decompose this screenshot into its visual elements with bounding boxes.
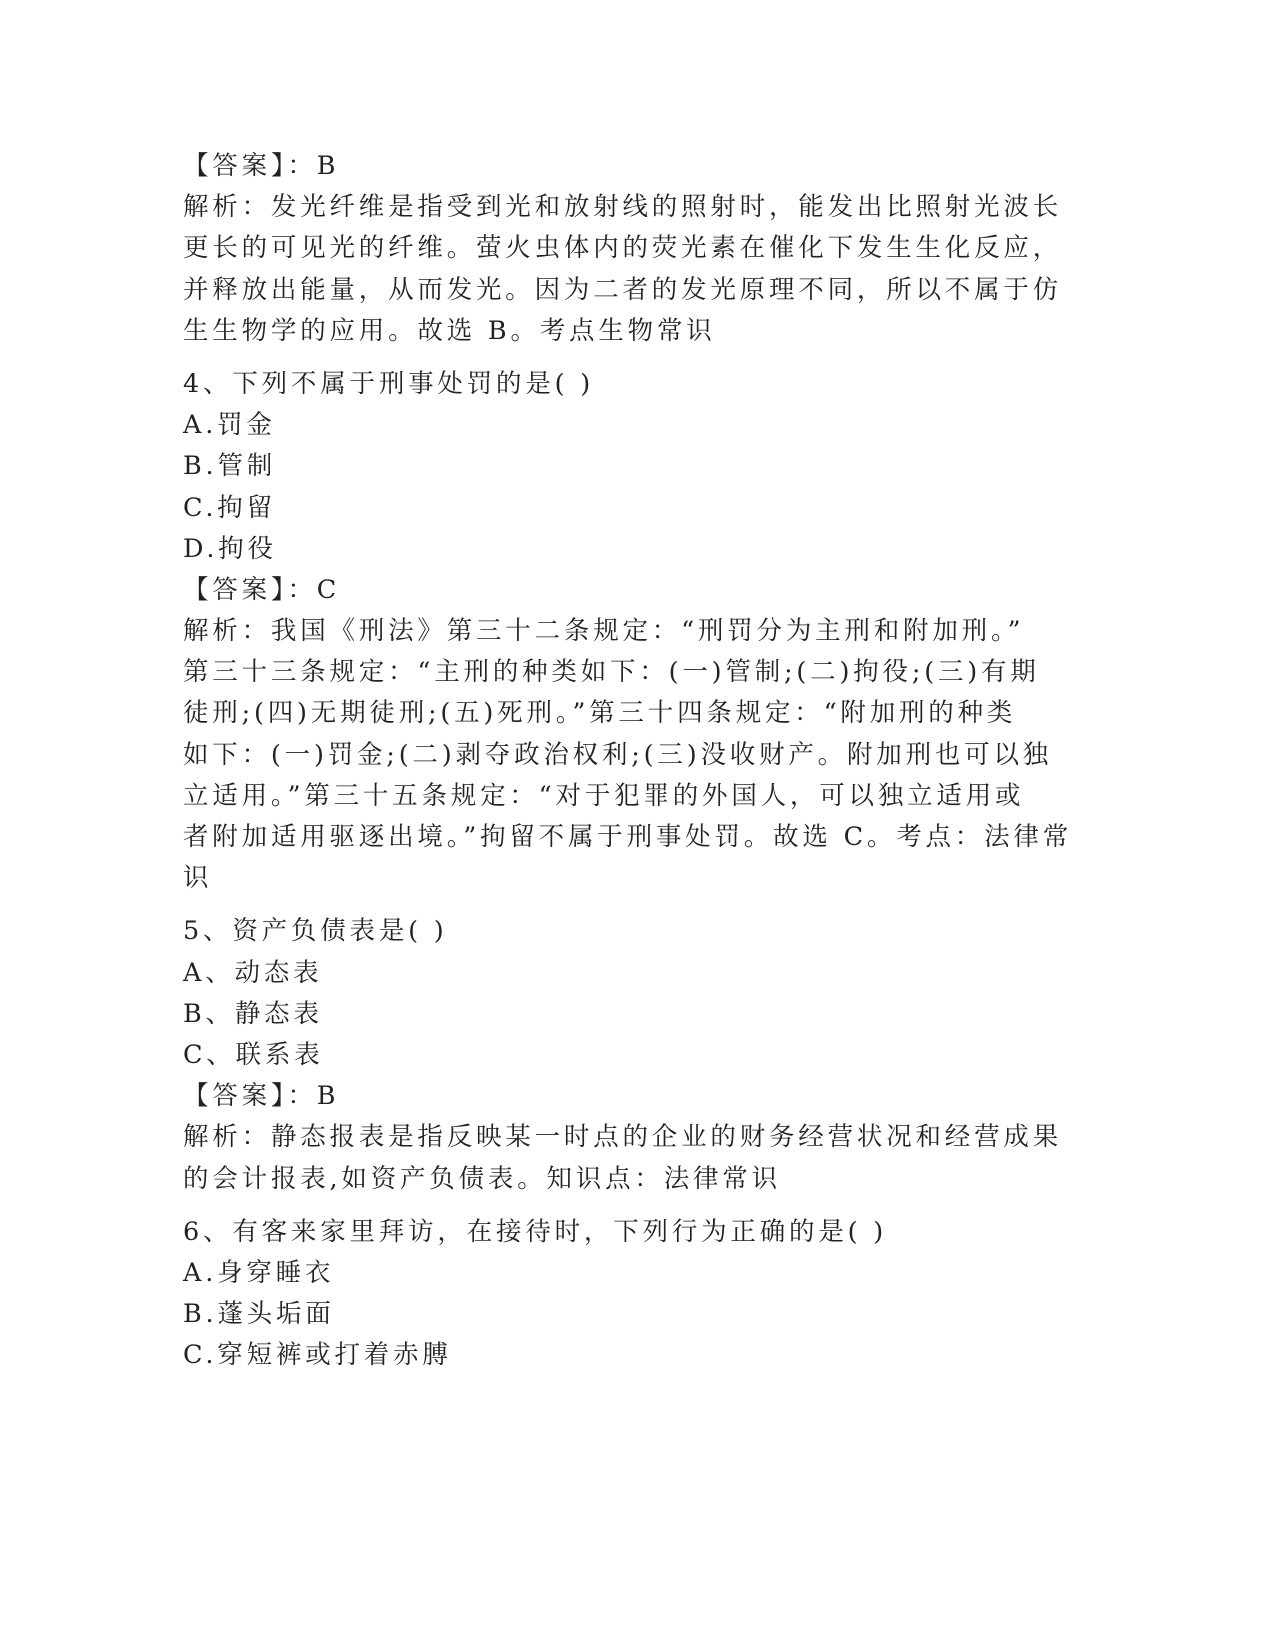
q4-explanation-line: 第三十三条规定：“主刑的种类如下：(一)管制;(二)拘役;(三)有期 (183, 657, 1040, 688)
answer-separator: ： (287, 1081, 317, 1112)
q3-explanation-line: 更长的可见光的纤维。萤火虫体内的荧光素在催化下发生生化反应， (183, 233, 1063, 264)
answer-value: B (316, 1081, 340, 1112)
answer-value: B (316, 151, 340, 181)
q5-explanation-line: 的会计报表,如资产负债表。知识点：法律常识 (183, 1163, 781, 1194)
spacer (183, 899, 1063, 911)
q4-explanation-line: 解析：我国《刑法》第三十二条规定：“刑罚分为主刑和附加刑。” (183, 616, 1025, 647)
q5-option-c: C、联系表 (183, 1039, 324, 1070)
q4-option-d: D.拘役 (183, 533, 277, 564)
q6-option-b: B.蓬头垢面 (183, 1299, 335, 1330)
q4-explanation-line: 者附加适用驱逐出境。”拘留不属于刑事处罚。故选 C。考点：法律常 (183, 822, 1073, 852)
q3-answer (183, 146, 1063, 187)
question-content (183, 146, 1073, 1376)
q5-stem: 5、资产负债表是( ) (183, 916, 448, 947)
q6-stem: 6、有客来家里拜访，在接待时，下列行为正确的是( ) (183, 1216, 888, 1247)
answer-label: 【答案】 (183, 574, 288, 605)
answer-value: C (316, 574, 341, 605)
q5-explanation-line: 解析：静态报表是指反映某一时点的企业的财务经营状况和经营成果 (183, 1122, 1063, 1153)
q5-answer (183, 1076, 1063, 1117)
spacer (183, 352, 1063, 364)
q6-option-a: A.身穿睡衣 (183, 1257, 335, 1288)
q4-option-b: B.管制 (183, 451, 277, 482)
q4-explanation-line: 如下：(一)罚金;(二)剥夺政治权利;(三)没收财产。附加刑也可以独 (183, 739, 1053, 770)
q4-explanation-line: 徒刑;(四)无期徒刑;(五)死刑。”第三十四条规定：“附加刑的种类 (183, 698, 1017, 729)
q6-option-c: C.穿短裤或打着赤膊 (183, 1340, 452, 1371)
q4-option-c: C.拘留 (183, 492, 276, 523)
q3-explanation-line: 生生物学的应用。故选 B。考点生物常识 (183, 315, 716, 346)
answer-separator: ： (287, 151, 317, 181)
spacer (183, 1200, 1063, 1212)
q3-explanation-line: 并释放出能量，从而发光。因为二者的发光原理不同，所以不属于仿 (183, 274, 1063, 305)
answer-label: 【答案】 (183, 1081, 288, 1112)
q4-stem: 4、下列不属于刑事处罚的是( ) (183, 368, 595, 399)
q5-option-b: B、静态表 (183, 998, 323, 1029)
answer-separator: ： (287, 574, 317, 605)
q5-option-a: A、动态表 (183, 957, 323, 988)
q3-explanation-line: 解析：发光纤维是指受到光和放射线的照射时，能发出比照射光波长 (183, 192, 1063, 223)
q4-explanation-line: 立适用。”第三十五条规定：“对于犯罪的外国人，可以独立适用或 (183, 780, 1025, 811)
answer-label: 【答案】 (183, 151, 288, 181)
q4-answer (183, 570, 1063, 611)
q4-option-a: A.罚金 (183, 410, 276, 441)
q4-explanation-line: 识 (183, 863, 213, 894)
